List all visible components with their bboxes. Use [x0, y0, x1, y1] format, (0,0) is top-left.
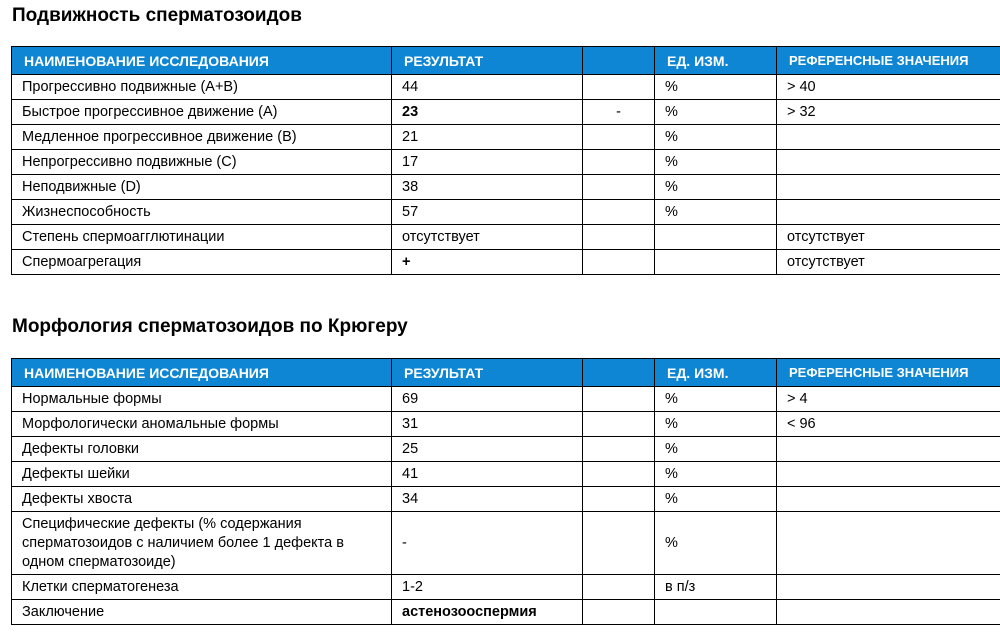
table-row: [12, 487, 1000, 512]
cell-unit: %: [655, 150, 777, 175]
cell-result: отсутствует: [392, 225, 583, 250]
cell-reference: > 4: [777, 387, 1000, 412]
cell-reference: [777, 175, 1000, 200]
cell-unit: %: [655, 437, 777, 462]
cell-reference: [777, 575, 1000, 600]
table-header-row: [12, 47, 1000, 75]
cell-unit: [655, 600, 777, 625]
cell-unit: %: [655, 387, 777, 412]
cell-test-name: Клетки сперматогенеза: [12, 575, 392, 600]
cell-result: 57: [392, 200, 583, 225]
morphology-table: [11, 358, 1000, 625]
cell-test-name: Медленное прогрессивное движение (B): [12, 125, 392, 150]
table-row: [12, 387, 1000, 412]
header-reference: РЕФЕРЕНСНЫЕ ЗНАЧЕНИЯ: [777, 359, 1000, 387]
motility-table: [11, 46, 1000, 275]
cell-test-name: Прогрессивно подвижные (A+B): [12, 75, 392, 100]
cell-result: 21: [392, 125, 583, 150]
cell-reference: [777, 200, 1000, 225]
cell-flag: [583, 150, 655, 175]
morphology-section-title: Морфология сперматозоидов по Крюгеру: [12, 316, 408, 337]
cell-reference: [777, 150, 1000, 175]
cell-test-name: Неподвижные (D): [12, 175, 392, 200]
cell-result: 17: [392, 150, 583, 175]
table-row: [12, 150, 1000, 175]
table-row: [12, 600, 1000, 625]
header-reference: РЕФЕРЕНСНЫЕ ЗНАЧЕНИЯ: [777, 47, 1000, 75]
table-row: [12, 575, 1000, 600]
cell-unit: %: [655, 200, 777, 225]
cell-test-name: Быстрое прогрессивное движение (A): [12, 100, 392, 125]
cell-unit: %: [655, 125, 777, 150]
header-unit: ЕД. ИЗМ.: [655, 359, 777, 387]
cell-flag: [583, 600, 655, 625]
cell-result: 23: [392, 100, 583, 125]
header-flag: [583, 47, 655, 75]
cell-reference: > 40: [777, 75, 1000, 100]
cell-test-name: Спермоагрегация: [12, 250, 392, 275]
cell-result: 25: [392, 437, 583, 462]
cell-flag: -: [583, 100, 655, 125]
header-name: НАИМЕНОВАНИЕ ИССЛЕДОВАНИЯ: [12, 47, 392, 75]
table-row: [12, 100, 1000, 125]
cell-reference: [777, 125, 1000, 150]
cell-result: +: [392, 250, 583, 275]
cell-result: -: [392, 512, 583, 575]
table-row: [12, 462, 1000, 487]
cell-reference: > 32: [777, 100, 1000, 125]
cell-unit: %: [655, 175, 777, 200]
cell-unit: %: [655, 412, 777, 437]
cell-test-name: Заключение: [12, 600, 392, 625]
cell-test-name: Морфологически аномальные формы: [12, 412, 392, 437]
cell-reference: отсутствует: [777, 225, 1000, 250]
header-flag: [583, 359, 655, 387]
cell-flag: [583, 75, 655, 100]
cell-test-name: Дефекты хвоста: [12, 487, 392, 512]
cell-result: 38: [392, 175, 583, 200]
cell-result: 41: [392, 462, 583, 487]
cell-test-name: Степень спермоагглютинации: [12, 225, 392, 250]
cell-flag: [583, 437, 655, 462]
cell-flag: [583, 175, 655, 200]
cell-result: 1-2: [392, 575, 583, 600]
header-unit: ЕД. ИЗМ.: [655, 47, 777, 75]
table-row: [12, 200, 1000, 225]
motility-section-title: Подвижность сперматозоидов: [12, 5, 302, 26]
cell-reference: отсутствует: [777, 250, 1000, 275]
cell-unit: %: [655, 100, 777, 125]
cell-flag: [583, 512, 655, 575]
cell-flag: [583, 200, 655, 225]
table-row: [12, 175, 1000, 200]
cell-flag: [583, 575, 655, 600]
table-row: [12, 512, 1000, 575]
cell-unit: %: [655, 462, 777, 487]
cell-flag: [583, 125, 655, 150]
table-row: [12, 437, 1000, 462]
cell-test-name: Нормальные формы: [12, 387, 392, 412]
table-row: [12, 125, 1000, 150]
cell-test-name: Дефекты шейки: [12, 462, 392, 487]
cell-unit: %: [655, 487, 777, 512]
cell-flag: [583, 387, 655, 412]
cell-unit: в п/з: [655, 575, 777, 600]
cell-unit: %: [655, 75, 777, 100]
cell-test-name: Дефекты головки: [12, 437, 392, 462]
cell-flag: [583, 462, 655, 487]
cell-result: 44: [392, 75, 583, 100]
table-row: [12, 412, 1000, 437]
cell-reference: [777, 437, 1000, 462]
cell-result: 69: [392, 387, 583, 412]
cell-result: астенозооспермия: [392, 600, 583, 625]
cell-flag: [583, 225, 655, 250]
cell-flag: [583, 487, 655, 512]
table-row: [12, 225, 1000, 250]
cell-result: 34: [392, 487, 583, 512]
cell-unit: %: [655, 512, 777, 575]
cell-reference: [777, 512, 1000, 575]
table-row: [12, 75, 1000, 100]
cell-test-name: Жизнеспособность: [12, 200, 392, 225]
cell-unit: [655, 225, 777, 250]
cell-result: 31: [392, 412, 583, 437]
table-header-row: [12, 359, 1000, 387]
header-result: РЕЗУЛЬТАТ: [392, 359, 583, 387]
cell-unit: [655, 250, 777, 275]
cell-reference: < 96: [777, 412, 1000, 437]
header-name: НАИМЕНОВАНИЕ ИССЛЕДОВАНИЯ: [12, 359, 392, 387]
cell-test-name: Непрогрессивно подвижные (C): [12, 150, 392, 175]
cell-flag: [583, 412, 655, 437]
cell-reference: [777, 600, 1000, 625]
cell-flag: [583, 250, 655, 275]
cell-test-name: Специфические дефекты (% содержания сперматозоидов с наличием более 1 дефекта в одном сперматозоиде): [12, 512, 392, 575]
cell-reference: [777, 462, 1000, 487]
table-row: [12, 250, 1000, 275]
cell-reference: [777, 487, 1000, 512]
header-result: РЕЗУЛЬТАТ: [392, 47, 583, 75]
